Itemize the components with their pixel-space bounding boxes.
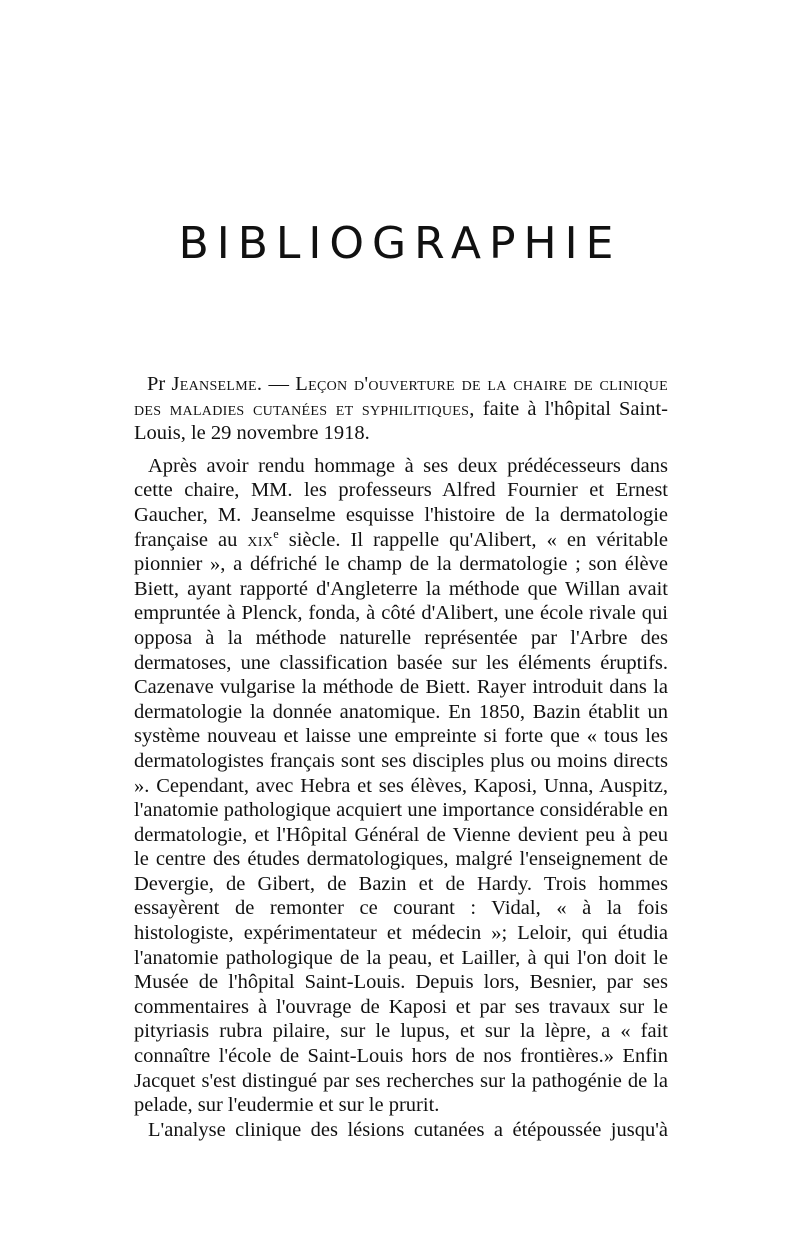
lecture-location-date: faite à l'hôpital Saint-Louis, le 29 novembre 1918. <box>134 397 669 445</box>
review-paragraph-2: L'analyse clinique des lésions cutanées a étépoussée jusqu'à <box>148 1118 668 1141</box>
century-superscript: e <box>273 526 279 541</box>
paragraph-1-text-a: Après avoir rendu hommage à ses deux prédécesseurs dans cette chaire, MM. les professeurs Alfred Fournier et Ernest Gaucher, M. Jeanselme esquisse l'histoire de la dermatologie française au <box>134 454 668 551</box>
review-paragraph-1 <box>134 454 668 1118</box>
bibliography-body <box>134 372 668 1142</box>
century-numeral: xix <box>247 528 274 551</box>
bibliography-entry-heading <box>134 372 668 446</box>
paragraph-1-text-b: siècle. Il rappelle qu'Alibert, « en véritable pionnier », a défriché le champ de la dermatologie ; son élève Biett, ayant rapporté d'Angleterre la méthode que Willan avait empruntée à Plenck, fonda, à côté d'Alibert, une école rivale qui opposa à la méthode naturelle représentée par l'Arbre des dermatoses, une classification basée sur les éléments éruptifs. Cazenave vulgarise la méthode de Biett. Rayer introduit dans la dermatologie la donnée anatomique. En 1850, Bazin établit un système nouveau et laisse une empreinte si forte que « tous les dermatologistes français sont ses disciples plus ou moins directs ». Cependant, avec Hebra et ses élèves, Kaposi, Unna, Auspitz, l'anatomie pathologique acquiert une importance considérable en dermatologie, et l'Hôpital Général de Vienne devient peu à peu le centre des études dermatologiques, malgré l'enseignement de Devergie, de Gibert, de Bazin et de Hardy. Trois hommes essayèrent de remonter ce courant : Vidal, « à la fois histologiste, expérimentateur et médecin »; Leloir, qui étudia l'anatomie pathologique de la peau, et Lailler, à qui l'on doit le Musée de l'hôpital Saint-Louis. Depuis lors, Besnier, par ses commentaires à l'ouvrage de Kaposi et par ses travaux sur le pityriasis rubra pilaire, sur le lupus, et sur la lèpre, a « fait connaître l'école de Saint-Louis hors de nos frontières.» Enfin Jacquet s'est distingué par ses recherches sur la pathogénie de la pelade, sur l'eudermie et sur le prurit. <box>134 528 668 1117</box>
author-name: Jeanselme. <box>171 373 263 395</box>
entry-dash: — <box>262 373 296 395</box>
page-title: BIBLIOGRAPHIE <box>178 218 622 269</box>
lecture-title: Leçon d'ouverture de la chaire de clinique des maladies cutanées et syphilitiques, <box>134 373 669 420</box>
author-honorific: Pr <box>147 373 166 395</box>
